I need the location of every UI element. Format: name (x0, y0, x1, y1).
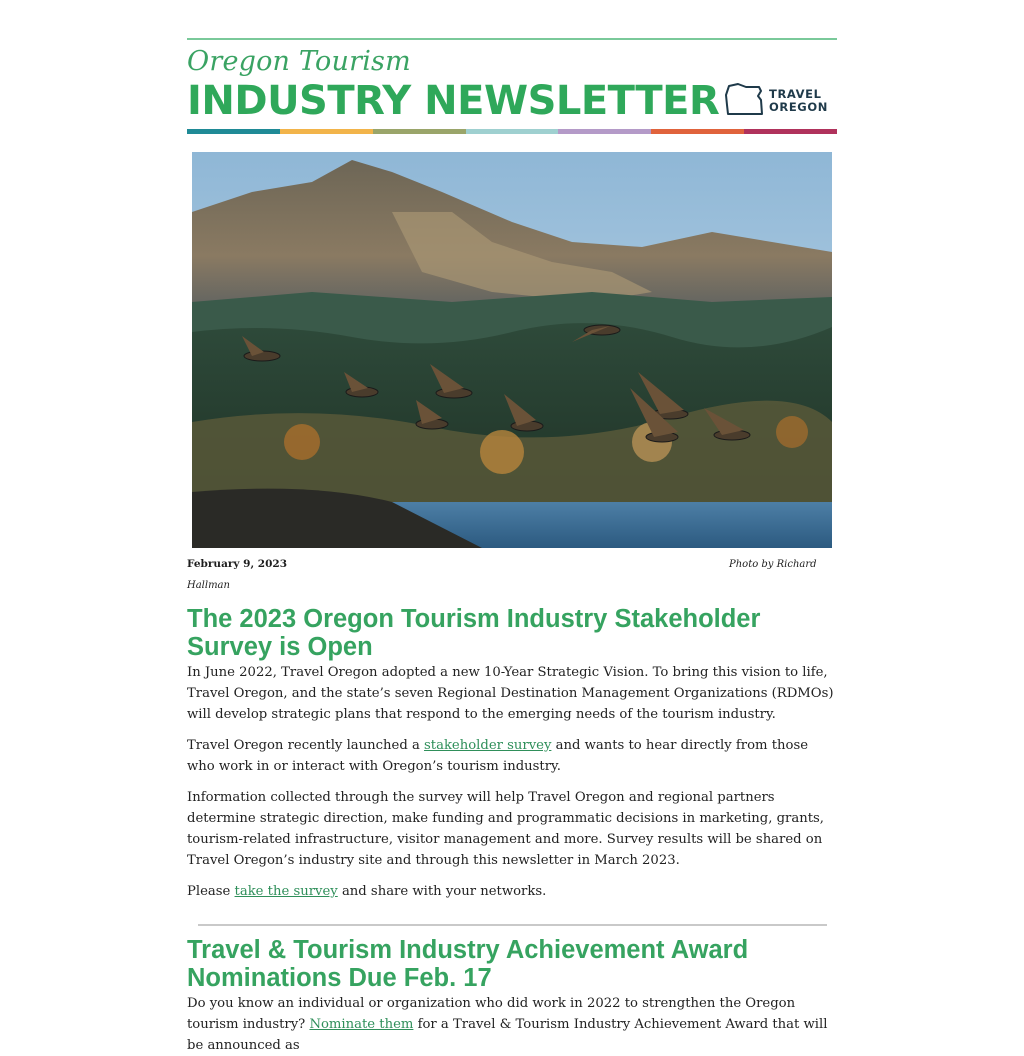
photo-credit-continued: Hallman (187, 580, 230, 591)
logo-line-1: TRAVEL (769, 87, 822, 101)
nominate-link[interactable]: Nominate them (309, 1017, 414, 1032)
stripe-segment (280, 129, 373, 134)
logo-line-2: OREGON (769, 99, 828, 114)
article-title-survey: The 2023 Oregon Tourism Industry Stakeholder Survey is Open (187, 605, 761, 661)
article-paragraph: In June 2022, Travel Oregon adopted a new 10-Year Strategic Vision. To bring this vision to life, Travel Oregon, and the state’s seven Regional Destination Management Organizations (RDMOs) will develop strategic plans that respond to the emerging needs of the tourism industry. (187, 665, 834, 722)
stripe-segment (373, 129, 466, 134)
geese-over-river-image (192, 152, 832, 548)
section-divider (198, 924, 827, 926)
color-stripe (187, 129, 837, 134)
article-title-award: Travel & Tourism Industry Achievement Award Nominations Due Feb. 17 (187, 936, 749, 992)
article-paragraph (187, 735, 837, 777)
newsletter-title: INDUSTRY NEWSLETTER (187, 78, 720, 124)
stakeholder-survey-link[interactable]: stakeholder survey (424, 738, 552, 753)
text-run: and share with your networks. (337, 884, 547, 899)
stripe-segment (651, 129, 744, 134)
stripe-segment (558, 129, 651, 134)
stripe-segment (187, 129, 280, 134)
text-run: Do you know an individual or organization who did work in 2022 to strengthen the Oregon tourism industry? (187, 996, 796, 1032)
oregon-outline-icon (725, 83, 765, 117)
text-run: Please (187, 884, 235, 899)
take-survey-link[interactable]: take the survey (234, 884, 338, 899)
article-paragraph (187, 881, 837, 902)
top-rule (187, 38, 837, 40)
text-run: and wants to hear directly from those who work in or interact with Oregon’s tourism industry. (187, 738, 809, 774)
text-run: Travel Oregon recently launched a (187, 738, 425, 753)
photo-credit: Photo by Richard (729, 559, 817, 570)
stripe-segment (466, 129, 559, 134)
article-paragraph (187, 993, 837, 1056)
issue-date: February 9, 2023 (187, 558, 288, 570)
newsletter-kicker: Oregon Tourism (187, 46, 411, 77)
article-paragraph: Information collected through the survey will help Travel Oregon and regional partners determine strategic direction, make funding and programmatic decisions in marketing, grants, tourism-related infrastructure, visitor management and more. Survey results will be shared on Travel Oregon’s industry site and through this newsletter in March 2023. (187, 790, 824, 868)
hero-photo (192, 152, 832, 548)
text-run: for a Travel & Tourism Industry Achievement Award that will be announced as (187, 1017, 828, 1053)
stripe-segment (744, 129, 837, 134)
travel-oregon-logo[interactable] (725, 82, 828, 118)
